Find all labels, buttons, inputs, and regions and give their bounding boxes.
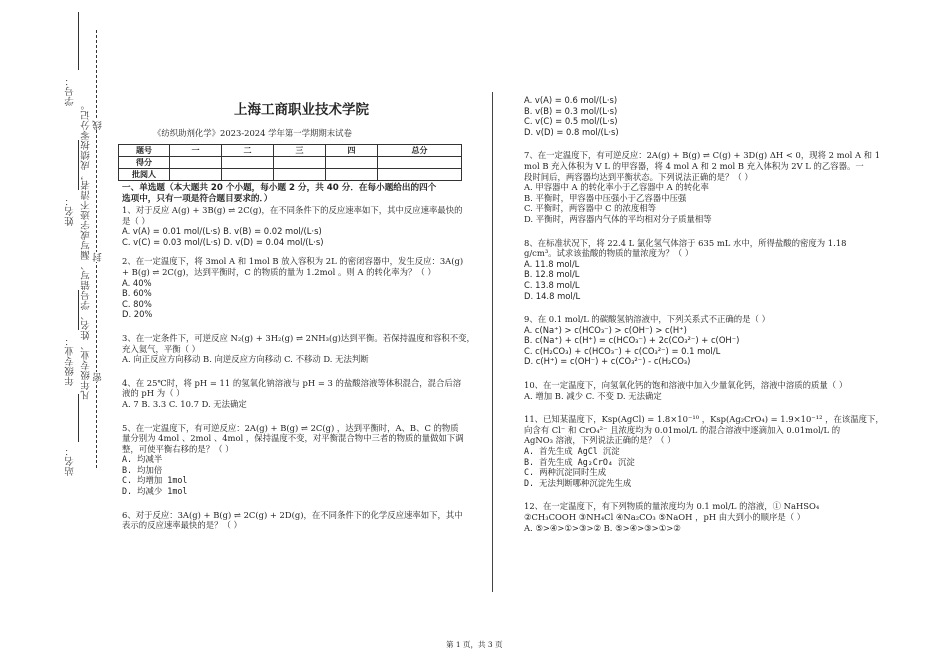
q2-option-d[interactable]: D. 20% (122, 309, 153, 320)
q10-options[interactable]: A. 增加 B. 减少 C. 不变 D. 无法确定 (524, 390, 662, 401)
seal-dashed-line (96, 30, 97, 468)
q8-option-c[interactable]: C. 13.8 mol/L (524, 279, 580, 290)
q3-line: 充入氦气，平衡（ ） (122, 343, 201, 354)
q11-option-c[interactable]: C. 两种沉淀同时生成 (524, 467, 607, 478)
q7-option-c[interactable]: C. 平衡时，两容器中 C 的浓度相等 (524, 203, 657, 214)
q9-option-c[interactable]: C. c(H₂CO₃) + c(HCO₃⁻) + c(CO₃²⁻) = 0.1 mol/L (524, 345, 721, 356)
q11-line: AgNO₃ 溶液，下列说法正确的是？（ ） (524, 435, 676, 446)
grade-major-underline (78, 290, 79, 330)
q6-option-a[interactable]: A. v(A) = 0.6 mol/(L·s) (524, 95, 618, 105)
q5-line: 量分别为 4mol 、2mol 、4mol ，保持温度不变，对平衡混合物中三者的物质的量做如下调 (122, 433, 464, 444)
q5-option-a[interactable]: A. 均减半 (122, 454, 163, 465)
student-id-label: 学号： (65, 76, 76, 106)
score-cell[interactable] (222, 157, 274, 169)
score-table (118, 144, 462, 181)
q7-option-b[interactable]: B. 平衡时，甲容器中压强小于乙容器中压强 (524, 192, 687, 203)
q12-options[interactable]: A. ⑤>④>①>③>② B. ⑤>④>③>①>② (524, 522, 681, 533)
score-header-1: 一 (170, 145, 222, 157)
question-5 (122, 423, 472, 497)
question-8 (524, 238, 894, 302)
grade-major-label: 年级专业： (65, 336, 76, 386)
q5-option-b[interactable]: B. 均加倍 (122, 464, 163, 475)
q2-option-a[interactable]: A. 40% (122, 277, 152, 288)
score-header-label: 题号 (119, 145, 170, 157)
seal-char-mi: 密 (93, 372, 104, 382)
grader-cell[interactable] (170, 169, 222, 181)
section-heading-line1: 一、单选题（本大题共 20 个小题，每小题 2 分，共 40 分．在每小题给出的四个 (122, 183, 437, 193)
score-header-3: 三 (274, 145, 326, 157)
station-label: 站名： (65, 446, 76, 476)
q4-options[interactable]: A. 7 B. 3.3 C. 10.7 D. 无法确定 (122, 398, 247, 409)
score-cell[interactable] (170, 157, 222, 169)
score-cell[interactable] (274, 157, 326, 169)
q12-line: 12、在一定温度下，有下列物质的量浓度均为 0.1 mol/L 的溶液，① NaHSO₄ (524, 501, 820, 512)
score-cell[interactable] (378, 157, 462, 169)
name-underline (78, 140, 79, 190)
question-4 (122, 378, 472, 410)
q7-line: mol B 充入体积为 V L 的甲容器，将 4 mol A 和 2 mol B 充入体积为 2V L 的乙容器。一 (524, 160, 864, 171)
q1-options[interactable]: A. v(A) = 0.01 mol/(L·s) B. v(B) = 0.02 mol/(L·s) (122, 226, 322, 237)
q6-line: 6、对于反应：3A(g) + B(g) ⇌ 2C(g) + 2D(g)，在不同条件下的化学反应速率如下，其中 (122, 509, 463, 520)
station-underline (78, 394, 79, 442)
school-title: 上海工商职业技术学院 (234, 102, 369, 118)
q12-line: ②CH₃COOH ③NH₄Cl ④Na₂CO₃ ⑤NaOH ，pH 由大到小的顺序是（ ） (524, 512, 806, 522)
question-10 (524, 380, 894, 401)
seal-char-feng: 封 (93, 252, 104, 262)
score-table-header-row (119, 145, 462, 157)
grader-cell[interactable] (274, 169, 326, 181)
grader-row-label: 批阅人 (119, 169, 170, 181)
grader-cell[interactable] (378, 169, 462, 181)
q8-line: 8、在标准状况下，将 22.4 L 氯化氢气体溶于 635 mL 水中，所得盐酸的密度为 1.18 (524, 237, 847, 248)
q4-line: 4、在 25℃时，将 pH = 11 的氢氧化钠溶液与 pH = 3 的盐酸溶液等体积混合，混合后溶 (122, 377, 462, 388)
q9-option-a[interactable]: A. c(Na⁺) > c(HCO₃⁻) > c(OH⁻) > c(H⁺) (524, 324, 687, 335)
question-6 (122, 510, 472, 531)
question-9 (524, 314, 894, 367)
q3-options[interactable]: A. 向正反应方向移动 B. 向逆反应方向移动 C. 不移动 D. 无法判断 (122, 354, 369, 365)
q8-option-d[interactable]: D. 14.8 mol/L (524, 290, 581, 301)
q2-option-b[interactable]: B. 60% (122, 288, 152, 299)
question-12 (524, 501, 894, 533)
q2-option-c[interactable]: C. 80% (122, 298, 152, 309)
q5-option-d[interactable]: D. 均减少 1mol (122, 486, 188, 497)
exam-title: 《纺织助剂化学》2023-2024 学年第一学期期末试卷 (153, 128, 352, 138)
q5-line: 5、在一定温度下，有可逆反应：2A(g) + B(g) ⇌ 2C(g) ，达到平衡时，A、B、C 的物质 (122, 422, 459, 433)
q1-options[interactable]: C. v(C) = 0.03 mol/(L·s) D. v(D) = 0.04 mol/(L·s) (122, 236, 324, 247)
score-cell[interactable] (326, 157, 378, 169)
score-header-total: 总分 (378, 145, 462, 157)
q10-line: 10、在一定温度下，向氢氧化钙的饱和溶液中加入少量氧化钙，溶液中溶质的质量（ ） (524, 380, 848, 391)
left-column (122, 183, 475, 531)
q6-option-d[interactable]: D. v(D) = 0.8 mol/(L·s) (524, 126, 619, 137)
q6-option-c[interactable]: C. v(C) = 0.5 mol/(L·s) (524, 116, 618, 127)
score-header-2: 二 (222, 145, 274, 157)
column-divider (492, 92, 493, 592)
q7-option-d[interactable]: D. 平衡时，两容器内气体的平均相对分子质量相等 (524, 213, 712, 224)
score-row-label: 得分 (119, 157, 170, 169)
q2-line: 2、在一定温度下，将 3mol A 和 1mol B 放入容积为 2L 的密闭容器中，发生反应：3A(g) (122, 256, 464, 267)
q8-option-b[interactable]: B. 12.8 mol/L (524, 269, 580, 280)
q9-option-b[interactable]: B. c(Na⁺) + c(H⁺) = c(HCO₃⁻) + 2c(CO₃²⁻) + c(OH⁻) (524, 335, 740, 346)
q11-line: 向含有 Cl⁻ 和 CrO₄²⁻ 且浓度均为 0.01mol/L 的混合溶液中逐滴加入 0.01mol/L 的 (524, 424, 841, 435)
q7-line: 7、在一定温度下，有可逆反应：2A(g) + B(g) ⇌ C(g) + 3D(g) ΔH < 0，现将 2 mol A 和 1 (524, 150, 881, 161)
q7-line: 段时间后，两容器均达到平衡状态。下列说法正确的是？（ ） (524, 171, 753, 182)
q11-option-a[interactable]: A. 首先生成 AgCl 沉淀 (524, 446, 620, 457)
q1-line: 1、对于反应 A(g) + 3B(g) ⇌ 2C(g)，在不同条件下的反应速率如下，其中反应速率最快的 (122, 205, 463, 215)
score-row (119, 157, 462, 169)
question-7 (524, 150, 894, 224)
q6-line: 表示的反应速率最快的是？（ ） (122, 520, 242, 531)
q1-line: 是（ ） (122, 215, 150, 226)
question-1 (122, 205, 472, 247)
question-2 (122, 256, 472, 320)
grader-row (119, 169, 462, 181)
q5-option-c[interactable]: C. 均增加 1mol (122, 475, 188, 486)
question-11 (524, 414, 894, 488)
q2-line: + B(g) ⇌ 2C(g)，达到平衡时，C 的物质的量为 1.2mol 。则 A 的转化率为？（ ） (122, 266, 436, 277)
q11-option-d[interactable]: D. 无法判断哪种沉淀先生成 (524, 477, 632, 488)
student-id-underline (78, 12, 79, 70)
notice-text: 凡年级专业、姓名、学号错写、漏写或字迹不清者，成绩按零分记。 (81, 100, 92, 400)
grader-cell[interactable] (222, 169, 274, 181)
q6-option-b[interactable]: B. v(B) = 0.3 mol/(L·s) (524, 105, 618, 116)
q7-option-a[interactable]: A. 甲容器中 A 的转化率小于乙容器中 A 的转化率 (524, 182, 709, 193)
page-number: 第 1 页，共 3 页 (446, 640, 503, 649)
q11-line: 11、已知某温度下，Ksp(AgCl) = 1.8×10⁻¹⁰ ，Ksp(Ag₂CrO₄) = 1.9×10⁻¹² ，在该温度下， (524, 414, 884, 425)
seal-char-xian: 线 (93, 120, 104, 130)
name-label: 姓名： (65, 196, 76, 226)
grader-cell[interactable] (326, 169, 378, 181)
q9-option-d[interactable]: D. c(H⁺) = c(OH⁻) + c(CO₃²⁻) - c(H₂CO₃) (524, 356, 691, 367)
q8-option-a[interactable]: A. 11.8 mol/L (524, 258, 580, 269)
q3-line: 3、在一定条件下，可逆反应 N₂(g) + 3H₂(g) ⇌ 2NH₃(g)达到平衡。若保持温度和容积不变， (122, 332, 475, 343)
question-3 (122, 332, 475, 365)
q8-line: g/cm³。试求该盐酸的物质的量浓度为？（ ） (524, 248, 694, 259)
q4-line: 液的 pH 为（ ） (122, 388, 185, 399)
q9-line: 9、在 0.1 mol/L 的碳酸氢钠溶液中，下列关系式不正确的是（ ） (524, 314, 770, 325)
q11-option-b[interactable]: B. 首先生成 Ag₂CrO₄ 沉淀 (524, 456, 635, 467)
score-header-4: 四 (326, 145, 378, 157)
q5-line: 整，可使平衡右移的是？（ ） (122, 443, 234, 454)
right-column (524, 95, 894, 533)
section-heading-line2: 选项中，只有一项是符合题目要求的．） (122, 194, 273, 204)
